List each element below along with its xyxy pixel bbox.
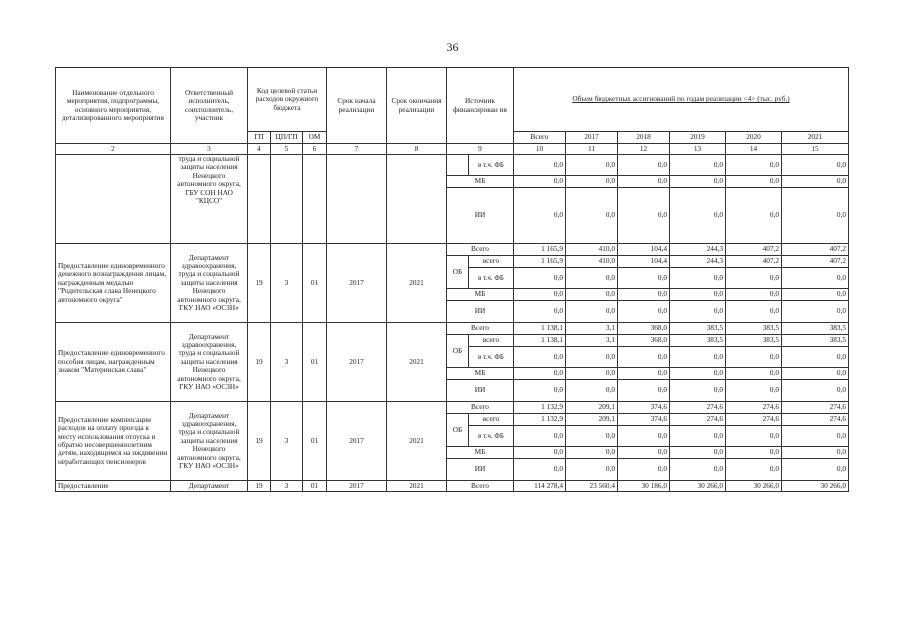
value-cell: 1 132,9	[514, 414, 566, 426]
header-year: 2019	[670, 132, 726, 144]
value-cell: 0,0	[618, 155, 670, 176]
start-year: 2017	[327, 402, 387, 481]
value-cell: 0,0	[782, 426, 849, 447]
value-cell: 0,0	[618, 301, 670, 323]
value-cell: 0,0	[726, 426, 782, 447]
value-cell: 0,0	[618, 368, 670, 380]
value-cell: 0,0	[782, 155, 849, 176]
value-cell: 0,0	[726, 176, 782, 188]
start-year: 2017	[327, 323, 387, 402]
source-total: Всего	[447, 244, 514, 256]
value-cell: 0,0	[566, 380, 618, 402]
value-cell: 410,0	[566, 256, 618, 268]
value-cell: 0,0	[514, 426, 566, 447]
code-om: 01	[303, 244, 327, 323]
value-cell: 1 165,9	[514, 256, 566, 268]
start-year: 2017	[327, 481, 387, 492]
value-cell: 0,0	[670, 368, 726, 380]
code-gp: 19	[248, 402, 271, 481]
value-cell: 0,0	[726, 289, 782, 301]
column-number: 12	[618, 144, 670, 155]
value-cell: 104,4	[618, 244, 670, 256]
column-number: 10	[514, 144, 566, 155]
value-cell: 274,6	[726, 402, 782, 414]
column-number: 3	[171, 144, 248, 155]
value-cell: 407,2	[726, 244, 782, 256]
header-name: Наименование отдельного мероприятия, подпрограммы, основного мероприятия, детализированного мероприятия	[56, 68, 171, 144]
value-cell: 244,3	[670, 256, 726, 268]
value-cell: 244,3	[670, 244, 726, 256]
value-cell: 30 266,0	[670, 481, 726, 492]
value-cell: 274,6	[670, 414, 726, 426]
value-cell: 114 278,4	[514, 481, 566, 492]
value-cell: 0,0	[726, 347, 782, 368]
value-cell: 0,0	[566, 155, 618, 176]
code-gp: 19	[248, 244, 271, 323]
header-start: Срок начала реализации	[327, 68, 387, 144]
value-cell: 0,0	[566, 301, 618, 323]
header-om: ОМ	[303, 132, 327, 144]
column-number: 13	[670, 144, 726, 155]
header-code: Код целевой статьи расходов окружного бюджета	[248, 68, 327, 132]
value-cell: 0,0	[618, 459, 670, 481]
value-cell: 0,0	[514, 176, 566, 188]
source-ii: ИИ	[447, 459, 514, 481]
value-cell: 0,0	[514, 447, 566, 459]
table-row	[56, 323, 849, 335]
header-year: 2021	[782, 132, 849, 144]
source-fb: в т.ч. ФБ	[469, 155, 514, 176]
column-number: 4	[248, 144, 271, 155]
value-cell: 274,6	[782, 414, 849, 426]
end-year: 2021	[387, 402, 447, 481]
value-cell: 368,0	[618, 323, 670, 335]
source-mb: МБ	[447, 368, 514, 380]
code-om: 01	[303, 323, 327, 402]
value-cell: 0,0	[514, 368, 566, 380]
code-om: 01	[303, 402, 327, 481]
column-number: 8	[387, 144, 447, 155]
source-ii: ИИ	[447, 301, 514, 323]
value-cell: 30 186,0	[618, 481, 670, 492]
continuation-executor: труда и социальной защиты населения Ненецкого автономного округа, ГБУ СОН НАО "КЦСО"	[171, 155, 248, 244]
value-cell: 0,0	[670, 426, 726, 447]
source-ii: ИИ	[447, 380, 514, 402]
source-ob-total: всего	[469, 256, 514, 268]
value-cell: 374,6	[618, 414, 670, 426]
value-cell: 3,1	[566, 323, 618, 335]
value-cell: 0,0	[670, 268, 726, 289]
executor: Департамент здравоохранения, труда и социальной защиты населения Ненецкого автономного округа, ГКУ НАО «ОСЗН»	[171, 402, 248, 481]
value-cell: 383,5	[670, 323, 726, 335]
header-source: Источник финансирован ия	[447, 68, 514, 144]
measure-name: Предоставление единовременного денежного вознаграждения лицам, награжденным медалью "Родительская слава Ненецкого автономного округа"	[56, 244, 171, 323]
value-cell: 0,0	[618, 289, 670, 301]
source-ob-total: всего	[469, 414, 514, 426]
column-number: 2	[56, 144, 171, 155]
value-cell: 0,0	[782, 268, 849, 289]
value-cell: 0,0	[514, 459, 566, 481]
end-year: 2021	[387, 481, 447, 492]
code-gp: 19	[248, 481, 271, 492]
value-cell: 383,5	[782, 335, 849, 347]
value-cell: 0,0	[618, 268, 670, 289]
source-mb: МБ	[447, 289, 514, 301]
value-cell: 274,6	[670, 402, 726, 414]
source-ii: ИИ	[447, 188, 514, 244]
value-cell: 104,4	[618, 256, 670, 268]
value-cell: 1 132,9	[514, 402, 566, 414]
value-cell: 368,0	[618, 335, 670, 347]
column-number: 9	[447, 144, 514, 155]
value-cell: 0,0	[670, 289, 726, 301]
value-cell: 0,0	[726, 188, 782, 244]
executor: Департамент здравоохранения, труда и социальной защиты населения Ненецкого автономного округа, ГКУ НАО «ОСЗН»	[171, 244, 248, 323]
value-cell: 0,0	[514, 188, 566, 244]
header-year: 2020	[726, 132, 782, 144]
value-cell: 0,0	[514, 289, 566, 301]
value-cell: 0,0	[782, 380, 849, 402]
source-total: Всего	[447, 481, 514, 492]
source-ob-total: всего	[469, 335, 514, 347]
value-cell: 0,0	[670, 155, 726, 176]
code-tsp: 3	[271, 244, 303, 323]
value-cell: 383,5	[726, 335, 782, 347]
value-cell: 0,0	[566, 289, 618, 301]
table-row	[56, 244, 849, 256]
table-row-last	[56, 481, 849, 492]
budget-table	[55, 67, 849, 492]
value-cell: 0,0	[566, 459, 618, 481]
executor: Департамент	[171, 481, 248, 492]
source-mb: МБ	[447, 447, 514, 459]
column-number: 11	[566, 144, 618, 155]
value-cell: 0,0	[566, 347, 618, 368]
value-cell: 0,0	[566, 447, 618, 459]
source-ob: ОБ	[447, 256, 469, 289]
value-cell: 0,0	[670, 176, 726, 188]
value-cell: 0,0	[782, 289, 849, 301]
header-year: 2017	[566, 132, 618, 144]
header-row-main	[56, 68, 849, 132]
value-cell: 3,1	[566, 335, 618, 347]
value-cell: 0,0	[670, 301, 726, 323]
code-om: 01	[303, 481, 327, 492]
value-cell: 0,0	[618, 380, 670, 402]
continuation-name	[56, 155, 171, 244]
value-cell: 407,2	[726, 256, 782, 268]
code-tsp: 3	[271, 323, 303, 402]
page-number: 36	[446, 40, 459, 54]
value-cell: 209,1	[566, 414, 618, 426]
measure-name: Предоставление	[56, 481, 171, 492]
header-end: Срок окончания реализации	[387, 68, 447, 144]
value-cell: 0,0	[726, 459, 782, 481]
value-cell: 0,0	[782, 176, 849, 188]
value-cell: 0,0	[782, 301, 849, 323]
value-cell: 374,6	[618, 402, 670, 414]
source-fb: в т.ч. ФБ	[469, 347, 514, 368]
column-number: 14	[726, 144, 782, 155]
source-total: Всего	[447, 323, 514, 335]
value-cell: 383,5	[782, 323, 849, 335]
value-cell: 274,6	[782, 402, 849, 414]
value-cell: 0,0	[514, 301, 566, 323]
value-cell: 0,0	[514, 380, 566, 402]
value-cell: 0,0	[782, 368, 849, 380]
header-total: Всего	[514, 132, 566, 144]
column-number-row	[56, 144, 849, 155]
value-cell: 0,0	[618, 447, 670, 459]
value-cell: 0,0	[618, 176, 670, 188]
code-gp: 19	[248, 323, 271, 402]
header-gp: ГП	[248, 132, 271, 144]
value-cell: 0,0	[514, 155, 566, 176]
value-cell: 0,0	[782, 447, 849, 459]
code-tsp: 3	[271, 402, 303, 481]
value-cell: 0,0	[618, 426, 670, 447]
value-cell: 0,0	[726, 301, 782, 323]
value-cell: 0,0	[618, 188, 670, 244]
value-cell: 0,0	[514, 347, 566, 368]
value-cell: 0,0	[566, 426, 618, 447]
value-cell: 407,2	[782, 256, 849, 268]
column-number: 15	[782, 144, 849, 155]
value-cell: 0,0	[726, 447, 782, 459]
value-cell: 0,0	[514, 268, 566, 289]
value-cell: 0,0	[618, 347, 670, 368]
header-year: 2018	[618, 132, 670, 144]
source-ob: ОБ	[447, 335, 469, 368]
executor: Департамент здравоохранения, труда и социальной защиты населения Ненецкого автономного округа, ГКУ НАО «ОСЗН»	[171, 323, 248, 402]
value-cell: 1 138,1	[514, 323, 566, 335]
source-mb: МБ	[447, 176, 514, 188]
value-cell: 410,0	[566, 244, 618, 256]
value-cell: 0,0	[726, 268, 782, 289]
value-cell: 1 138,1	[514, 335, 566, 347]
source-ob: ОБ	[447, 414, 469, 447]
value-cell: 407,2	[782, 244, 849, 256]
table-row	[56, 402, 849, 414]
value-cell: 0,0	[782, 188, 849, 244]
value-cell: 30 266,0	[782, 481, 849, 492]
source-fb: в т.ч. ФБ	[469, 268, 514, 289]
value-cell: 209,1	[566, 402, 618, 414]
value-cell: 0,0	[566, 176, 618, 188]
value-cell: 383,5	[726, 323, 782, 335]
column-number: 7	[327, 144, 387, 155]
header-executor: Ответственный исполнитель, соисполнитель, участник	[171, 68, 248, 144]
measure-name: Предоставление компенсации расходов на оплату проезда к месту использования отпуска и обратно несовершеннолетним детям, находящимся на иждивении неработающих пенсионеров	[56, 402, 171, 481]
end-year: 2021	[387, 244, 447, 323]
column-number: 5	[271, 144, 303, 155]
value-cell: 274,6	[726, 414, 782, 426]
value-cell: 0,0	[726, 368, 782, 380]
value-cell: 0,0	[670, 380, 726, 402]
source-fb: в т.ч. ФБ	[469, 426, 514, 447]
value-cell: 30 266,0	[726, 481, 782, 492]
value-cell: 0,0	[726, 155, 782, 176]
column-number: 6	[303, 144, 327, 155]
value-cell: 0,0	[670, 447, 726, 459]
start-year: 2017	[327, 244, 387, 323]
table-row	[56, 155, 849, 176]
header-volume: Объем бюджетных ассигнований по годам реализации <4> (тыс. руб.)	[514, 68, 849, 132]
value-cell: 0,0	[670, 459, 726, 481]
value-cell: 0,0	[726, 380, 782, 402]
value-cell: 0,0	[566, 188, 618, 244]
value-cell: 0,0	[566, 368, 618, 380]
source-total: Всего	[447, 402, 514, 414]
value-cell: 0,0	[670, 188, 726, 244]
value-cell: 0,0	[782, 347, 849, 368]
code-tsp: 3	[271, 481, 303, 492]
value-cell: 0,0	[782, 459, 849, 481]
value-cell: 0,0	[670, 347, 726, 368]
header-tsp: ЦП/ГП	[271, 132, 303, 144]
value-cell: 383,5	[670, 335, 726, 347]
value-cell: 1 165,9	[514, 244, 566, 256]
value-cell: 0,0	[566, 268, 618, 289]
measure-name: Предоставление единовременного пособия лицам, награжденным знаком "Материнская слава"	[56, 323, 171, 402]
end-year: 2021	[387, 323, 447, 402]
value-cell: 23 560,4	[566, 481, 618, 492]
